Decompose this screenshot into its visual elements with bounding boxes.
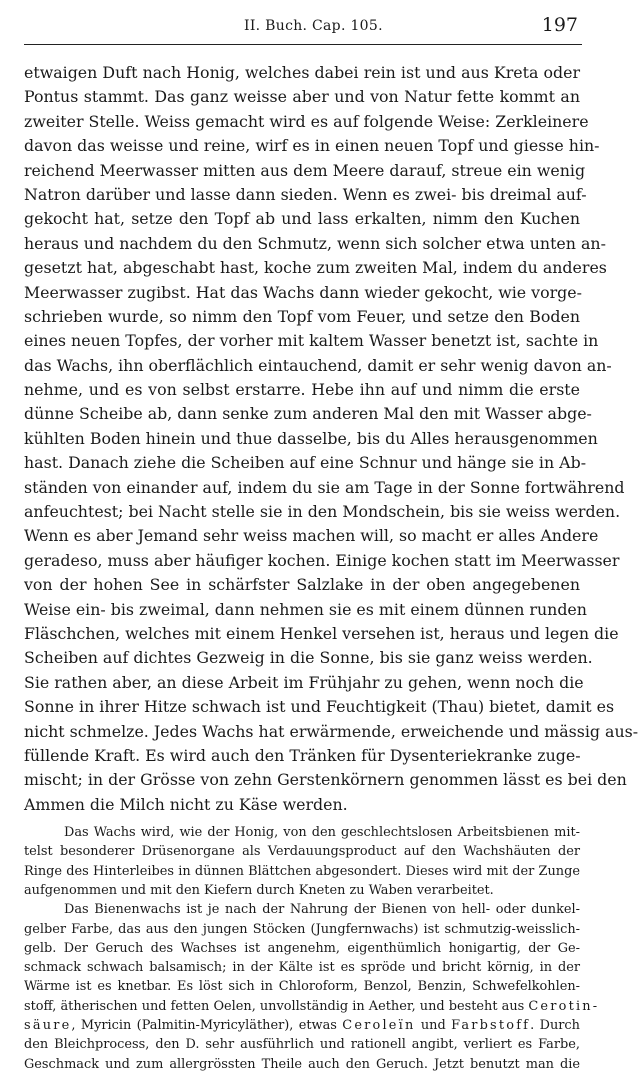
text-line: ständen von einander auf, indem du sie am Tage in der Sonne fortwährend [24,477,625,497]
text-line: das Wachs, ihn oberflächlich eintauchend, damit er sehr wenig davon an- [24,355,612,375]
text-line: von der hohen See in schärfster Salzlake in der oben angegebenen [24,575,580,595]
note-line: Das Bienenwachs ist je nach der Nahrung der Bienen von hell- oder dunkel- [64,902,580,918]
page-body [24,61,638,1074]
text-line: Fläschchen, welches mit einem Henkel versehen ist, heraus und legen die [24,623,619,643]
note-line: den Bleichprocess, den D. sehr ausführlich und rationell angibt, verliert es Farbe, [24,1037,580,1053]
text-line: Meerwasser zugibst. Hat das Wachs dann wieder gekocht, wie vorge- [24,282,582,302]
text-line: Wenn es aber Jemand sehr weiss machen will, so macht er alles Andere [24,526,599,546]
note-line: aufgenommen und mit den Kiefern durch Kneten zu Waben verarbeitet. [24,883,494,898]
header-rule [24,44,582,45]
text-line: Pontus stammt. Das ganz weisse aber und von Natur fette kommt an [24,87,580,107]
text-line: geradeso, muss aber häufiger kochen. Einige kochen statt im Meerwasser [24,550,620,570]
text-line: füllende Kraft. Es wird auch den Tränken für Dysenteriekranke zuge- [24,745,581,765]
text-line: Weise ein- bis zweimal, dann nehmen sie es mit einem dünnen runden [24,599,587,619]
note-line: gelb. Der Geruch des Wachses ist angenehm, eigenthümlich honigartig, der Ge- [24,940,580,956]
text-line: eines neuen Topfes, der vorher mit kaltem Wasser benetzt ist, sachte in [24,331,599,351]
text-line: davon das weisse und reine, wirf es in einen neuen Topf und giesse hin- [24,136,600,156]
text-line: etwaigen Duft nach Honig, welches dabei rein ist und aus Kreta oder [24,63,580,82]
running-title: II. Buch. Cap. 105. [244,18,383,34]
commentary-notes [24,823,600,1074]
text-line: Sonne in ihrer Hitze schwach ist und Feuchtigkeit (Thau) bietet, damit es [24,697,615,717]
text-line: gekocht hat, setze den Topf ab und lass erkalten, nimm den Kuchen [24,209,580,229]
text-line: Ammen die Milch nicht zu Käse werden. [24,794,348,814]
note-line: Das Wachs wird, wie der Honig, von den geschlechtslosen Arbeitsbienen mit- [64,825,580,841]
note-line: telst besonderer Drüsenorgane als Verdauungsproduct auf den Wachshäuten der [24,844,580,860]
note-text: stoff, ätherischen und fetten Oelen, unvollständig in Aether, und besteht aus [24,998,525,1014]
term-cerolein: Ceroleïn [342,1018,416,1034]
text-line: nehme, und es von selbst erstarre. Hebe ihn auf und nimm die erste [24,380,580,400]
note-text: und [420,1018,446,1034]
main-text [24,61,638,817]
text-line: Natron darüber und lasse dann sieden. Wenn es zwei- bis dreimal auf- [24,184,587,204]
text-line: nicht schmelze. Jedes Wachs hat erwärmende, erweichende und mässig aus- [24,721,638,741]
note-line: gelber Farbe, das aus den jungen Stöcken (Jungfernwachs) ist schmutzig-weisslich- [24,921,580,937]
text-line: heraus und nachdem du den Schmutz, wenn sich solcher etwa unten an- [24,233,606,253]
term-cerotinsaeure-cont: säure [24,1018,72,1034]
note-line: Ringe des Hinterleibes in dünnen Blättchen abgesondert. Dieses wird mit der Zunge [24,863,580,879]
text-line: reichend Meerwasser mitten aus dem Meere darauf, streue ein wenig [24,160,586,180]
term-cerotinsaeure: Cerotin- [528,998,600,1014]
note-line: Wärme ist es knetbar. Es löst sich in Chloroform, Benzol, Benzin, Schwefelkohlen- [24,979,580,995]
note-line [24,1016,580,1035]
note-line: schmack schwach balsamisch; in der Kälte ist es spröde und bricht körnig, in der [24,960,580,976]
page-header [24,12,582,42]
text-line: mischt; in der Grösse von zehn Gerstenkörnern genommen lässt es bei den [24,770,627,790]
note-text: . Durch [530,1018,580,1034]
page-number: 197 [541,14,578,36]
text-line: schrieben wurde, so nimm den Topf vom Feuer, und setze den Boden [24,306,580,326]
text-line: Scheiben auf dichtes Gezweig in die Sonne, bis sie ganz weiss werden. [24,648,593,668]
text-line: gesetzt hat, abgeschabt hast, koche zum zweiten Mal, indem du anderes [24,258,607,278]
note-text: , Myricin (Palmitin-Myricyläther), etwas [71,1018,337,1034]
text-line: anfeuchtest; bei Nacht stelle sie in den Mondschein, bis sie weiss werden. [24,502,621,522]
text-line: Sie rathen aber, an diese Arbeit im Frühjahr zu gehen, wenn noch die [24,672,584,692]
term-farbstoff: Farbstoff [451,1018,531,1034]
text-line: zweiter Stelle. Weiss gemacht wird es auf folgende Weise: Zerkleinere [24,111,589,131]
note-line [24,997,600,1016]
text-line: kühlten Boden hinein und thue dasselbe, bis du Alles herausgenommen [24,428,598,448]
text-line: dünne Scheibe ab, dann senke zum anderen Mal den mit Wasser abge- [24,404,592,424]
text-line: hast. Danach ziehe die Scheiben auf eine Schnur und hänge sie in Ab- [24,453,587,473]
note-line: Geschmack und zum allergrössten Theile auch den Geruch. Jetzt benutzt man die [24,1056,580,1072]
